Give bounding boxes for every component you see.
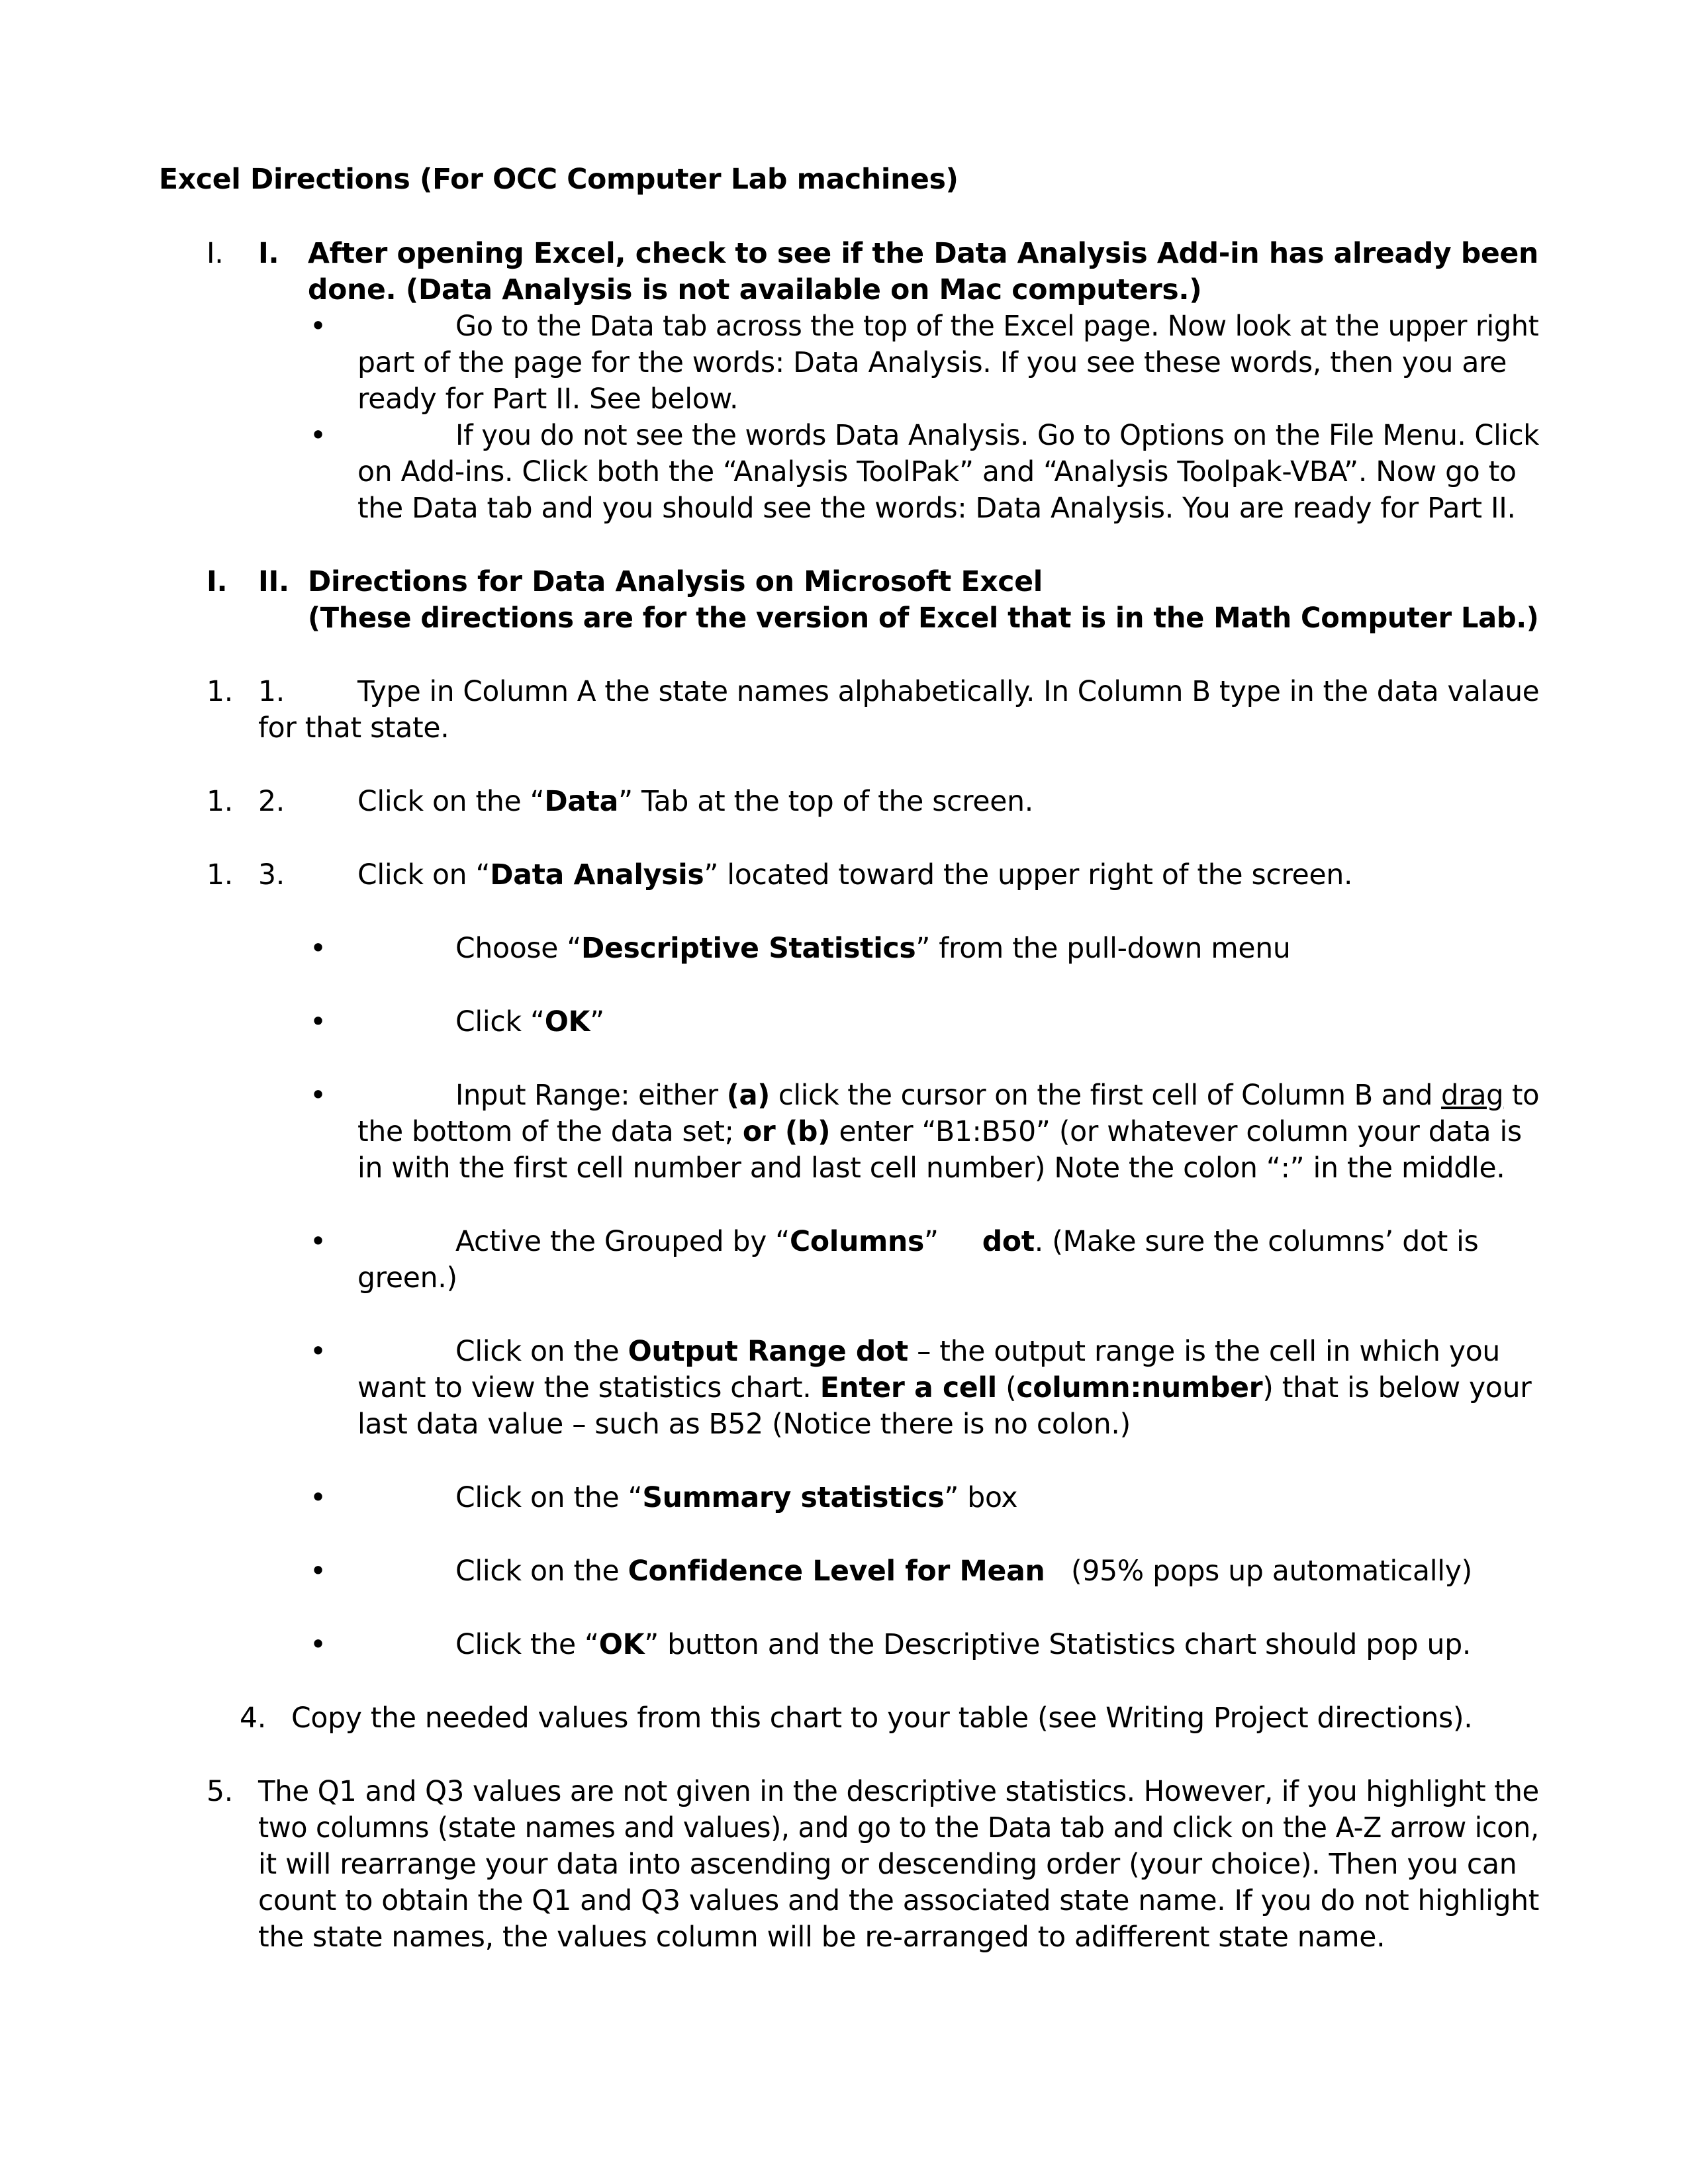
- sub-bullet3-l1a: Input Range: either: [455, 1079, 727, 1112]
- page-title: Excel Directions (For OCC Computer Lab machines): [159, 163, 959, 196]
- sub-bullet5-l2b: Enter a cell: [820, 1372, 997, 1404]
- part2-heading-line2: (These directions are for the version of Excel that is in the Math Computer Lab.): [308, 602, 1539, 635]
- step5-number: 5.: [207, 1776, 233, 1808]
- sub-bullet1-pre: Choose “: [455, 933, 582, 965]
- sub-bullet2: [455, 1004, 604, 1040]
- sub-bullet8: [455, 1627, 1471, 1663]
- part1-heading-line2: done. (Data Analysis is not available on Mac computers.): [308, 274, 1202, 306]
- sub-bullet3-l2a: the bottom of the data set;: [357, 1116, 743, 1148]
- bullet-marker: •: [310, 1006, 326, 1038]
- part1-bullet1-line2: part of the page for the words: Data Analysis. If you see these words, then you are: [357, 347, 1507, 379]
- sub-bullet3-l2c: enter “B1:B50” (or whatever column your data is: [830, 1116, 1522, 1148]
- step3-text-post: ” located toward the upper right of the screen.: [704, 859, 1353, 891]
- part2-number: II.: [258, 566, 289, 598]
- sub-bullet3-l1c: click the cursor on the first cell of Column B and: [769, 1079, 1442, 1112]
- sub-bullet4-mid: ”: [923, 1226, 982, 1258]
- part1-list-marker: I.: [207, 238, 224, 270]
- sub-bullet2-bold: OK: [544, 1006, 590, 1038]
- sub-bullet6-pre: Click on the “: [455, 1482, 643, 1514]
- sub-bullet4-pre: Active the Grouped by “: [455, 1226, 790, 1258]
- step1-marker: 1.: [207, 676, 233, 708]
- bullet-marker: •: [310, 420, 326, 452]
- step4-text: Copy the needed values from this chart to your table (see Writing Project directions).: [291, 1702, 1473, 1735]
- sub-bullet1-bold: Descriptive Statistics: [581, 933, 916, 965]
- bullet-marker: •: [310, 1555, 326, 1588]
- sub-bullet3-line1: [455, 1077, 1539, 1114]
- sub-bullet5-l2a: want to view the statistics chart.: [357, 1372, 820, 1404]
- sub-bullet4-post: . (Make sure the columns’ dot is: [1034, 1226, 1479, 1258]
- part1-bullet1-line1: Go to the Data tab across the top of the Excel page. Now look at the upper right: [455, 310, 1539, 343]
- step5-line2: two columns (state names and values), and go to the Data tab and click on the A-Z arrow icon,: [258, 1812, 1539, 1844]
- step2-text-pre: Click on the “: [357, 786, 545, 818]
- sub-bullet6-post: ” box: [944, 1482, 1018, 1514]
- bullet-marker: •: [310, 933, 326, 965]
- sub-bullet5-line3: last data value – such as B52 (Notice there is no colon.): [357, 1408, 1131, 1441]
- sub-bullet5-line2: [357, 1370, 1531, 1406]
- sub-bullet3-l1d: drag: [1441, 1079, 1504, 1112]
- bullet-marker: •: [310, 1482, 326, 1514]
- step1-line1: Type in Column A the state names alphabetically. In Column B type in the data valaue: [357, 676, 1540, 708]
- sub-bullet5-l1c: – the output range is the cell in which you: [908, 1336, 1501, 1368]
- sub-bullet8-pre: Click the “: [455, 1629, 599, 1661]
- part2-heading-line1: Directions for Data Analysis on Microsoft Excel: [308, 566, 1043, 598]
- step3-marker: 1.: [207, 859, 233, 891]
- sub-bullet3-line3: in with the first cell number and last cell number) Note the colon “:” in the middle.: [357, 1152, 1505, 1185]
- step3-text: [357, 857, 1352, 893]
- sub-bullet1: [455, 931, 1291, 967]
- sub-bullet5-l1a: Click on the: [455, 1336, 628, 1368]
- sub-bullet3-l1e: to: [1503, 1079, 1540, 1112]
- sub-bullet8-bold: OK: [598, 1629, 645, 1661]
- sub-bullet2-post: ”: [590, 1006, 604, 1038]
- sub-bullet2-pre: Click “: [455, 1006, 545, 1038]
- part1-number: I.: [258, 238, 279, 270]
- step2-number: 2.: [258, 786, 285, 818]
- sub-bullet5-l1b: Output Range dot: [628, 1336, 908, 1368]
- step5-line1: The Q1 and Q3 values are not given in the descriptive statistics. However, if you highlight the: [258, 1776, 1539, 1808]
- sub-bullet7-bold: Confidence Level for Mean: [628, 1555, 1045, 1588]
- sub-bullet5-l2c: (: [996, 1372, 1017, 1404]
- sub-bullet3-l1b: (a): [726, 1079, 770, 1112]
- bullet-marker: •: [310, 1336, 326, 1368]
- sub-bullet4-line2: green.): [357, 1262, 457, 1295]
- step2-text-bold: Data: [544, 786, 619, 818]
- step2-marker: 1.: [207, 786, 233, 818]
- sub-bullet4-line1: [455, 1224, 1479, 1260]
- sub-bullet7-post: (95% pops up automatically): [1045, 1555, 1472, 1588]
- step3-number: 3.: [258, 859, 285, 891]
- part1-bullet2-line1: If you do not see the words Data Analysis. Go to Options on the File Menu. Click: [455, 420, 1540, 452]
- sub-bullet5-l2e: ) that is below your: [1262, 1372, 1532, 1404]
- sub-bullet5-line1: [455, 1334, 1500, 1370]
- sub-bullet4-bold1: Columns: [790, 1226, 924, 1258]
- step3-text-bold: Data Analysis: [490, 859, 704, 891]
- part1-bullet2-line3: the Data tab and you should see the words: Data Analysis. You are ready for Part II.: [357, 492, 1516, 525]
- step2-text-post: ” Tab at the top of the screen.: [618, 786, 1033, 818]
- sub-bullet6: [455, 1480, 1017, 1516]
- sub-bullet3-l2b: or (b): [742, 1116, 831, 1148]
- sub-bullet7-pre: Click on the: [455, 1555, 628, 1588]
- step5-line4: count to obtain the Q1 and Q3 values and the associated state name. If you do not highlight: [258, 1885, 1540, 1917]
- bullet-marker: •: [310, 1226, 326, 1258]
- sub-bullet1-post: ” from the pull-down menu: [915, 933, 1291, 965]
- bullet-marker: •: [310, 1079, 326, 1112]
- part1-bullet2-line2: on Add-ins. Click both the “Analysis ToolPak” and “Analysis Toolpak-VBA”. Now go to: [357, 456, 1517, 488]
- step3-text-pre: Click on “: [357, 859, 491, 891]
- step1-line2: for that state.: [258, 712, 449, 745]
- step5-line3: it will rearrange your data into ascending or descending order (your choice). Then you can: [258, 1848, 1517, 1881]
- sub-bullet3-line2: [357, 1114, 1522, 1150]
- sub-bullet8-post: ” button and the Descriptive Statistics chart should pop up.: [644, 1629, 1472, 1661]
- part2-list-marker: I.: [207, 566, 228, 598]
- sub-bullet4-bold2: dot: [982, 1226, 1035, 1258]
- sub-bullet5-l2d: column:number: [1016, 1372, 1263, 1404]
- step5-line5: the state names, the values column will be re-arranged to adifferent state name.: [258, 1921, 1385, 1954]
- sub-bullet6-bold: Summary statistics: [642, 1482, 945, 1514]
- part1-bullet1-line3: ready for Part II. See below.: [357, 383, 739, 416]
- step4-number: 4.: [240, 1702, 266, 1735]
- step2-text: [357, 784, 1033, 820]
- bullet-marker: •: [310, 310, 326, 343]
- bullet-marker: •: [310, 1629, 326, 1661]
- part1-heading-line1: After opening Excel, check to see if the Data Analysis Add-in has already been: [308, 238, 1539, 270]
- sub-bullet7: [455, 1553, 1472, 1590]
- step1-number: 1.: [258, 676, 285, 708]
